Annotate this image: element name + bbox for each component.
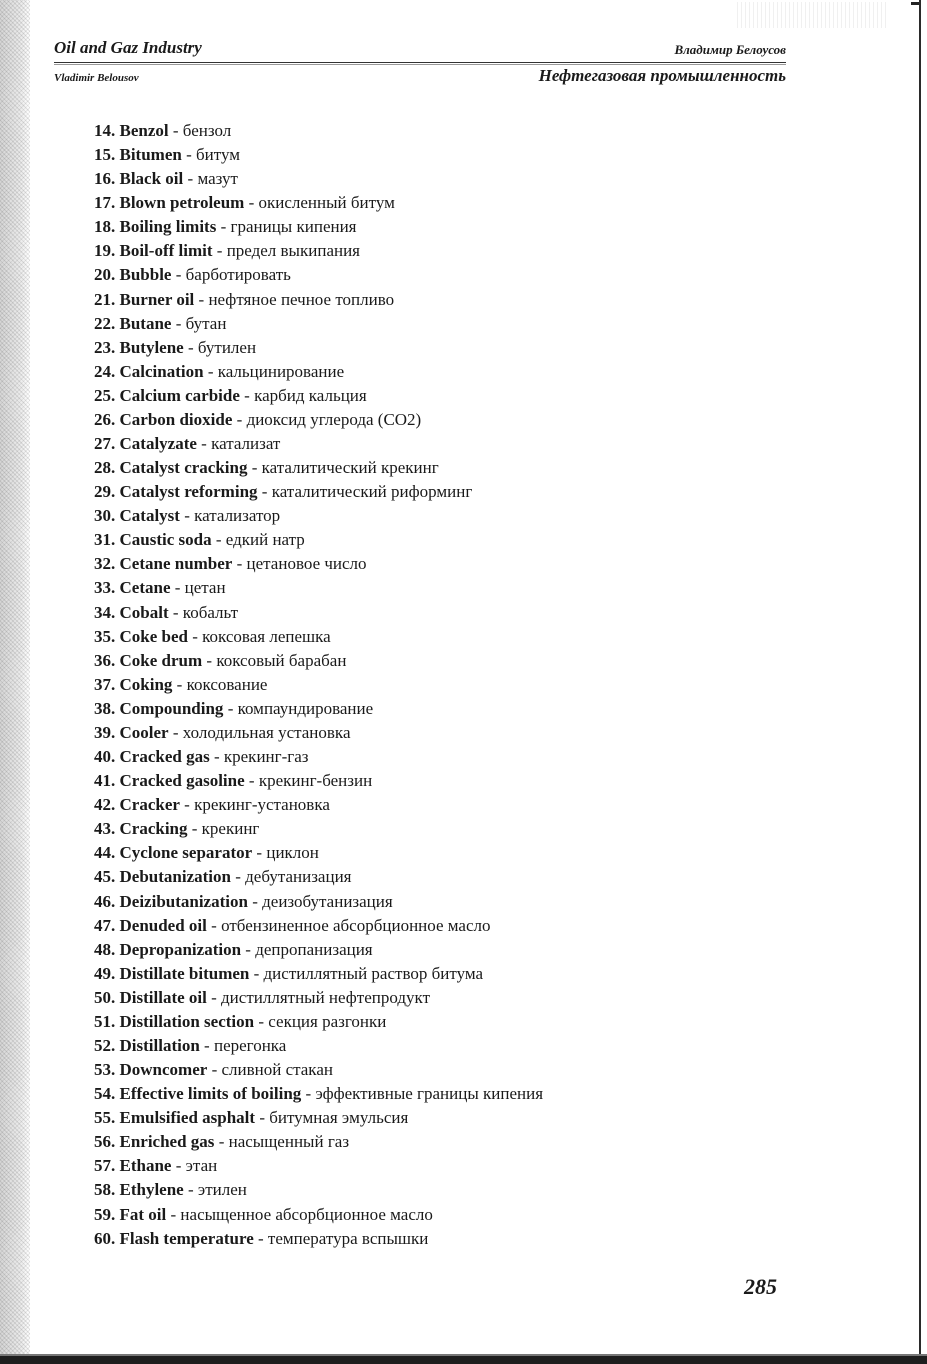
glossary-entry: 18. Boiling limits - границы кипения: [94, 217, 357, 237]
glossary-entry: 57. Ethane - этан: [94, 1156, 218, 1176]
entry-term: Boil-off limit: [119, 241, 213, 261]
entry-number: 34.: [94, 602, 116, 622]
entry-number: 55.: [94, 1108, 116, 1128]
entry-translation: едкий натр: [225, 530, 305, 550]
entry-term: Catalyst: [119, 506, 180, 526]
entry-term: Flash temperature: [119, 1228, 254, 1248]
entry-number: 20.: [94, 265, 116, 285]
entry-translation: деизобутанизация: [262, 891, 393, 911]
glossary-entry: 29. Catalyst reforming - каталитический риформинг: [94, 482, 473, 502]
glossary-entry: 55. Emulsified asphalt - битумная эмульсия: [94, 1108, 409, 1128]
entry-translation: коксовый барабан: [216, 650, 347, 670]
glossary-entry: 43. Cracking - крекинг: [94, 819, 260, 839]
entry-translation: компаундирование: [237, 698, 374, 718]
entry-translation: карбид кальция: [254, 385, 367, 405]
entry-translation: дебутанизация: [245, 867, 352, 887]
entry-number: 49.: [94, 963, 116, 983]
glossary-entry: 16. Black oil - мазут: [94, 169, 238, 189]
entry-translation: депропанизация: [255, 939, 373, 959]
entry-term: Distillate oil: [119, 987, 207, 1007]
scan-edge-bottom: [0, 1356, 927, 1364]
entry-term: Boiling limits: [119, 217, 217, 237]
glossary-entry: 27. Catalyzate - катализат: [94, 434, 281, 454]
entry-translation: бензол: [182, 121, 232, 140]
entry-translation: границы кипения: [230, 217, 357, 237]
entry-term: Fat oil: [119, 1204, 167, 1224]
entry-term: Calcium carbide: [119, 385, 240, 405]
glossary-entry: 52. Distillation - перегонка: [94, 1035, 287, 1055]
entry-term: Depropanization: [119, 939, 242, 959]
entry-translation: катализатор: [194, 506, 281, 526]
entry-number: 48.: [94, 939, 116, 959]
entry-term: Catalyst cracking: [119, 458, 248, 478]
glossary-entry: 46. Deizibutanization - деизобутанизация: [94, 891, 393, 911]
entry-translation: крекинг-газ: [223, 747, 309, 767]
entry-number: 21.: [94, 289, 116, 309]
entry-term: Cooler: [119, 722, 169, 742]
entry-term: Cracked gas: [119, 747, 210, 767]
entry-term: Bitumen: [119, 145, 182, 165]
glossary-entry: 44. Cyclone separator - циклон: [94, 843, 319, 863]
entry-number: 14.: [94, 121, 116, 140]
glossary-entry: 40. Cracked gas - крекинг-газ: [94, 747, 309, 767]
entry-number: 43.: [94, 819, 116, 839]
entry-term: Enriched gas: [119, 1132, 215, 1152]
entry-translation: цетановое число: [246, 554, 367, 574]
glossary-entry: 30. Catalyst - катализатор: [94, 506, 281, 526]
entry-term: Benzol: [119, 121, 169, 140]
glossary-entry: 35. Coke bed - коксовая лепешка: [94, 626, 331, 646]
entry-term: Compounding: [119, 698, 224, 718]
entry-term: Debutanization: [119, 867, 231, 887]
entry-term: Denuded oil: [119, 915, 207, 935]
entry-number: 52.: [94, 1035, 116, 1055]
entry-translation: предел выкипания: [226, 241, 360, 261]
entry-translation: холодильная установка: [182, 722, 351, 742]
entry-term: Cyclone separator: [119, 843, 253, 863]
entry-term: Bubble: [119, 265, 172, 285]
entry-number: 40.: [94, 747, 116, 767]
entry-number: 53.: [94, 1060, 116, 1080]
glossary-entry: 49. Distillate bitumen - дистиллятный раствор битума: [94, 963, 484, 983]
glossary-entry: 36. Coke drum - коксовый барабан: [94, 650, 347, 670]
entry-term: Carbon dioxide: [119, 409, 233, 429]
entry-number: 17.: [94, 193, 116, 213]
glossary-entry: 56. Enriched gas - насыщенный газ: [94, 1132, 350, 1152]
entry-number: 47.: [94, 915, 116, 935]
entry-translation: бутилен: [197, 337, 257, 357]
entry-translation: сливной стакан: [221, 1060, 333, 1080]
entry-number: 32.: [94, 554, 116, 574]
entry-translation: кальцинирование: [217, 361, 345, 381]
glossary-entry: 37. Coking - коксование: [94, 674, 268, 694]
glossary-entry: 38. Compounding - компаундирование: [94, 698, 374, 718]
entry-term: Effective limits of boiling: [119, 1084, 302, 1104]
entry-term: Butylene: [119, 337, 184, 357]
entry-number: 44.: [94, 843, 116, 863]
entry-term: Coking: [119, 674, 173, 694]
glossary-entry: 28. Catalyst cracking - каталитический крекинг: [94, 458, 439, 478]
entry-term: Emulsified asphalt: [119, 1108, 256, 1128]
header-rule-thin: [54, 64, 786, 65]
entry-translation: перегонка: [213, 1035, 287, 1055]
header-author-ru: Владимир Белоусов: [674, 42, 786, 57]
entry-term: Cobalt: [119, 602, 169, 622]
entry-term: Coke bed: [119, 626, 188, 646]
entry-translation: битум: [196, 145, 241, 165]
entry-number: 26.: [94, 409, 116, 429]
header-rule: [54, 62, 786, 63]
entry-number: 45.: [94, 867, 116, 887]
entry-translation: катализат: [211, 434, 281, 454]
entry-translation: циклон: [266, 843, 319, 863]
glossary-entry: 42. Cracker - крекинг-установка: [94, 795, 330, 815]
entry-translation: диоксид углерода (CO2): [246, 409, 422, 429]
entry-translation: окисленный битум: [258, 193, 395, 213]
glossary-entry: 45. Debutanization - дебутанизация: [94, 867, 352, 887]
entry-translation: дистиллятный раствор битума: [263, 963, 484, 983]
entry-number: 23.: [94, 337, 116, 357]
glossary-entry: 20. Bubble - барботировать: [94, 265, 291, 285]
entry-number: 29.: [94, 482, 116, 502]
entry-translation: кобальт: [182, 602, 239, 622]
running-header: [54, 38, 786, 90]
entry-number: 51.: [94, 1011, 116, 1031]
entry-number: 58.: [94, 1180, 116, 1200]
scan-mark-right: [911, 2, 919, 5]
entry-translation: битумная эмульсия: [269, 1108, 409, 1128]
entry-number: 46.: [94, 891, 116, 911]
entry-number: 57.: [94, 1156, 116, 1176]
entry-translation: эффективные границы кипения: [315, 1084, 544, 1104]
entry-translation: каталитический риформинг: [271, 482, 473, 502]
entry-term: Catalyzate: [119, 434, 197, 454]
glossary-entry: 54. Effective limits of boiling - эффективные границы кипения: [94, 1084, 544, 1104]
entry-translation: коксование: [186, 674, 268, 694]
header-title-ru: Нефтегазовая промышленность: [538, 66, 786, 85]
scan-noise-top: [737, 2, 887, 28]
glossary-entry: 41. Cracked gasoline - крекинг-бензин: [94, 771, 373, 791]
entry-number: 28.: [94, 458, 116, 478]
entry-number: 36.: [94, 650, 116, 670]
entry-term: Distillation: [119, 1035, 200, 1055]
entry-translation: цетан: [184, 578, 226, 598]
entry-term: Calcination: [119, 361, 204, 381]
entry-number: 37.: [94, 674, 116, 694]
entry-term: Catalyst reforming: [119, 482, 258, 502]
glossary-entry: 24. Calcination - кальцинирование: [94, 361, 345, 381]
entry-translation: нефтяное печное топливо: [208, 289, 395, 309]
entry-number: 15.: [94, 145, 116, 165]
scan-edge-right: [919, 0, 921, 1364]
entry-translation: температура вспышки: [267, 1228, 429, 1248]
entry-number: 42.: [94, 795, 116, 815]
entry-translation: коксовая лепешка: [202, 626, 331, 646]
entry-term: Coke drum: [119, 650, 203, 670]
entry-number: 39.: [94, 722, 116, 742]
entry-translation: бутан: [185, 313, 227, 333]
entry-translation: секция разгонки: [268, 1011, 387, 1031]
entry-number: 25.: [94, 385, 116, 405]
glossary-entry: 32. Cetane number - цетановое число: [94, 554, 367, 574]
entry-number: 59.: [94, 1204, 116, 1224]
entry-number: 33.: [94, 578, 116, 598]
entry-term: Ethane: [119, 1156, 172, 1176]
glossary-entry: 34. Cobalt - кобальт: [94, 602, 239, 622]
header-author-en: Vladimir Belousov: [54, 72, 139, 84]
entry-translation: крекинг-бензин: [258, 771, 373, 791]
glossary-entry: 47. Denuded oil - отбензиненное абсорбционное масло: [94, 915, 491, 935]
glossary-entry: 19. Boil-off limit - предел выкипания: [94, 241, 360, 261]
entry-term: Cracked gasoline: [119, 771, 245, 791]
entry-translation: дистиллятный нефтепродукт: [221, 987, 430, 1007]
entry-term: Blown petroleum: [119, 193, 245, 213]
entry-number: 18.: [94, 217, 116, 237]
entry-term: Ethylene: [119, 1180, 184, 1200]
entry-translation: барботировать: [185, 265, 291, 285]
glossary-entry: 15. Bitumen - битум: [94, 145, 241, 165]
entry-translation: крекинг-установка: [194, 795, 330, 815]
entry-number: 35.: [94, 626, 116, 646]
entry-translation: насыщенный газ: [228, 1132, 350, 1152]
entry-number: 30.: [94, 506, 116, 526]
entry-term: Burner oil: [119, 289, 195, 309]
scan-shadow-left: [0, 0, 30, 1364]
header-title-en: Oil and Gaz Industry: [54, 38, 202, 57]
entry-term: Caustic soda: [119, 530, 212, 550]
entry-number: 27.: [94, 434, 116, 454]
entry-term: Black oil: [119, 169, 184, 189]
entry-translation: каталитический крекинг: [261, 458, 439, 478]
glossary-entry: 21. Burner oil - нефтяное печное топливо: [94, 289, 395, 309]
entry-term: Cetane number: [119, 554, 233, 574]
entry-number: 19.: [94, 241, 116, 261]
glossary-list: [94, 119, 543, 1251]
glossary-entry: 31. Caustic soda - едкий натр: [94, 530, 305, 550]
entry-number: 31.: [94, 530, 116, 550]
entry-term: Cetane: [119, 578, 171, 598]
entry-term: Deizibutanization: [119, 891, 248, 911]
glossary-entry: 14. Benzol - бензол: [94, 121, 232, 140]
entry-translation: насыщенное абсорбционное масло: [180, 1204, 433, 1224]
entry-translation: мазут: [197, 169, 238, 189]
glossary-entry: 25. Calcium carbide - карбид кальция: [94, 385, 367, 405]
glossary-entry: 48. Depropanization - депропанизация: [94, 939, 373, 959]
glossary-entry: 50. Distillate oil - дистиллятный нефтепродукт: [94, 987, 430, 1007]
entry-number: 54.: [94, 1084, 116, 1104]
entry-term: Cracking: [119, 819, 188, 839]
glossary-entry: 60. Flash temperature - температура вспышки: [94, 1228, 429, 1248]
glossary-entry: 23. Butylene - бутилен: [94, 337, 257, 357]
glossary-entry: 58. Ethylene - этилен: [94, 1180, 247, 1200]
glossary-entry: 26. Carbon dioxide - диоксид углерода (CO2): [94, 409, 422, 429]
entry-number: 41.: [94, 771, 116, 791]
entry-number: 38.: [94, 698, 116, 718]
glossary-entry: 22. Butane - бутан: [94, 313, 227, 333]
entry-translation: этан: [185, 1156, 218, 1176]
entry-number: 22.: [94, 313, 116, 333]
glossary-entry: 51. Distillation section - секция разгонки: [94, 1011, 387, 1031]
glossary-entry: 17. Blown petroleum - окисленный битум: [94, 193, 395, 213]
entry-term: Cracker: [119, 795, 180, 815]
page-number: 285: [744, 1274, 777, 1299]
entry-translation: этилен: [197, 1180, 247, 1200]
entry-number: 50.: [94, 987, 116, 1007]
entry-number: 56.: [94, 1132, 116, 1152]
glossary-entry: 59. Fat oil - насыщенное абсорбционное масло: [94, 1204, 433, 1224]
entry-translation: отбензиненное абсорбционное масло: [221, 915, 491, 935]
entry-term: Butane: [119, 313, 172, 333]
entry-term: Distillate bitumen: [119, 963, 250, 983]
entry-number: 60.: [94, 1228, 116, 1248]
entry-term: Downcomer: [119, 1060, 208, 1080]
entry-number: 24.: [94, 361, 116, 381]
glossary-entry: 33. Cetane - цетан: [94, 578, 226, 598]
entry-number: 16.: [94, 169, 116, 189]
entry-translation: крекинг: [201, 819, 260, 839]
glossary-entry: 39. Cooler - холодильная установка: [94, 722, 351, 742]
entry-term: Distillation section: [119, 1011, 255, 1031]
glossary-entry: 53. Downcomer - сливной стакан: [94, 1060, 333, 1080]
